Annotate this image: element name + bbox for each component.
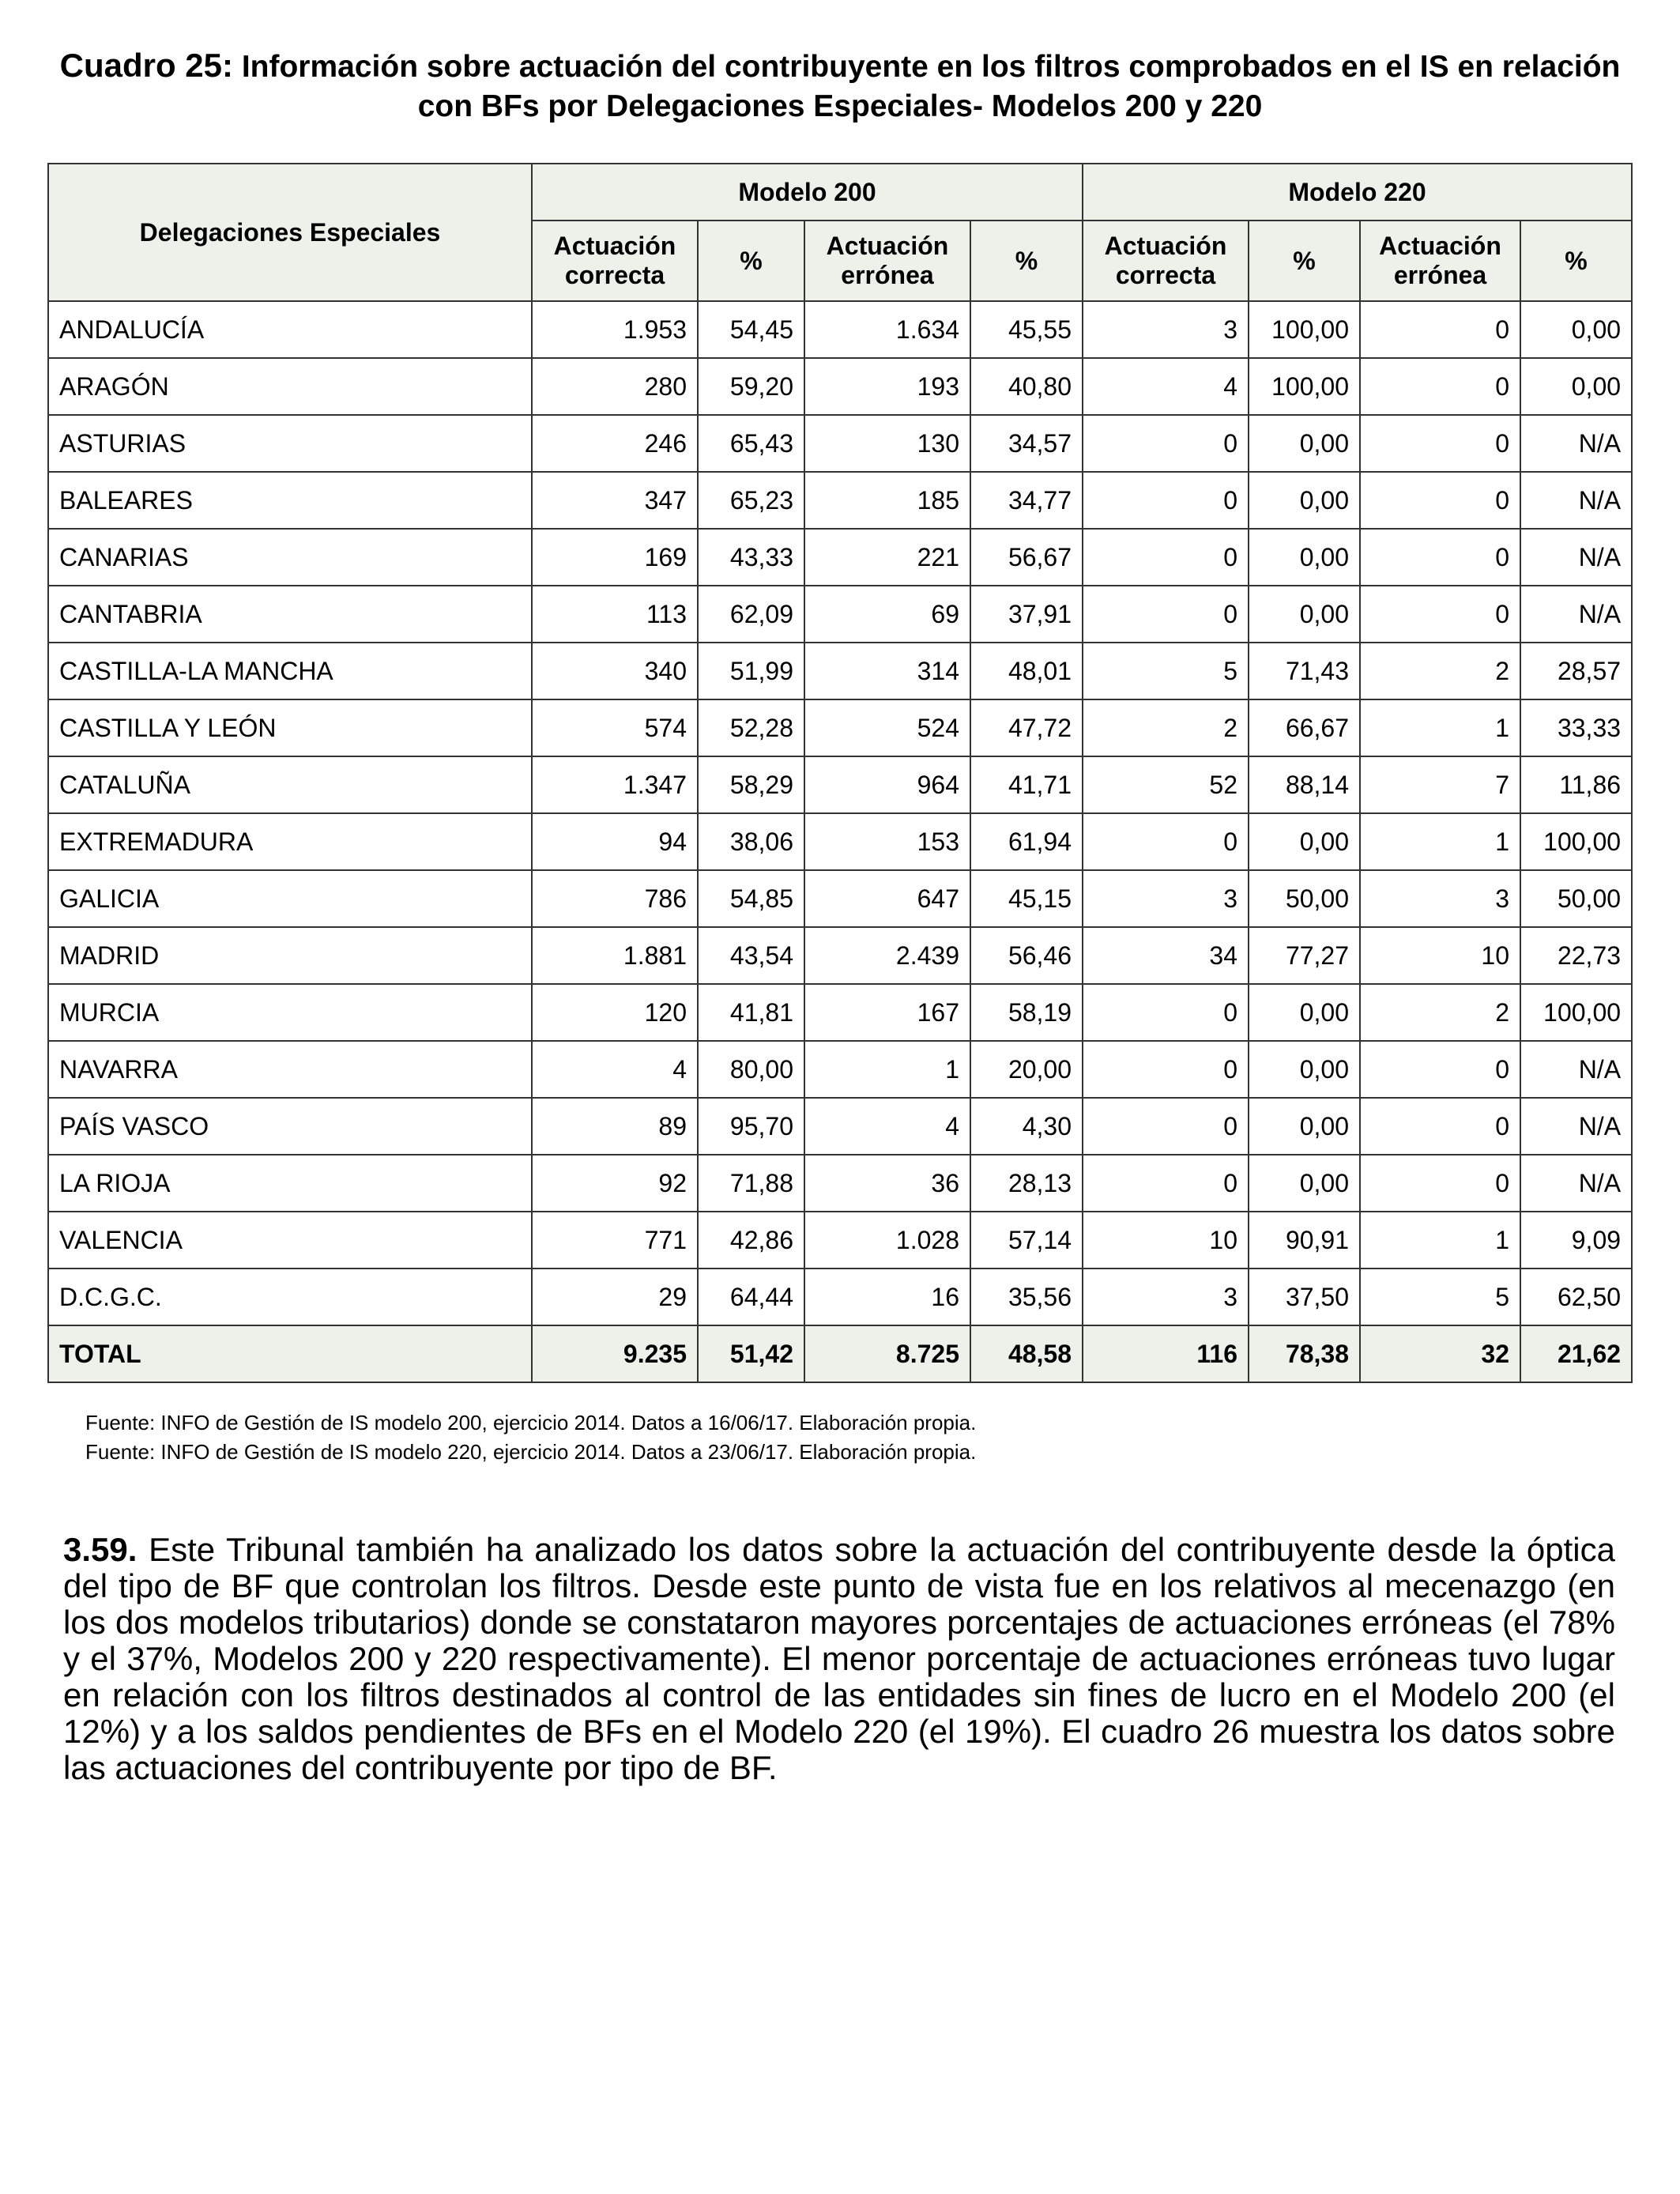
- table-cell: 36: [804, 1155, 970, 1212]
- table-cell: 0: [1360, 301, 1520, 358]
- delegacion-name: LA RIOJA: [48, 1155, 532, 1212]
- table-cell: 52: [1083, 756, 1249, 813]
- table-cell: 43,33: [698, 529, 804, 586]
- table-cell: 3: [1083, 301, 1249, 358]
- header-delegaciones: Delegaciones Especiales: [48, 164, 532, 301]
- table-cell: 0,00: [1249, 984, 1360, 1041]
- table-cell: 347: [532, 472, 698, 529]
- table-cell: 38,06: [698, 813, 804, 870]
- table-row: [48, 586, 1632, 643]
- table-cell: 4: [532, 1041, 698, 1098]
- table-cell: 42,86: [698, 1212, 804, 1269]
- table-cell: 0: [1360, 529, 1520, 586]
- table-cell: 62,50: [1520, 1269, 1632, 1325]
- table-cell: 153: [804, 813, 970, 870]
- table-row: [48, 870, 1632, 927]
- table-cell: 280: [532, 358, 698, 415]
- table-cell: 0,00: [1249, 415, 1360, 472]
- table-cell: 47,72: [970, 699, 1083, 756]
- table-cell: 0: [1083, 813, 1249, 870]
- table-cell: N/A: [1520, 586, 1632, 643]
- table-cell: 0,00: [1520, 301, 1632, 358]
- table-cell: 0: [1360, 415, 1520, 472]
- table-cell: 37,91: [970, 586, 1083, 643]
- table-cell: 185: [804, 472, 970, 529]
- delegacion-name: CASTILLA-LA MANCHA: [48, 643, 532, 699]
- table-cell: 0: [1083, 984, 1249, 1041]
- table-cell: 169: [532, 529, 698, 586]
- table-cell: N/A: [1520, 1155, 1632, 1212]
- table-cell: 1.881: [532, 927, 698, 984]
- table-cell: 771: [532, 1212, 698, 1269]
- delegacion-name: ANDALUCÍA: [48, 301, 532, 358]
- table-cell: 77,27: [1249, 927, 1360, 984]
- table-row: [48, 415, 1632, 472]
- table-cell: 0: [1083, 472, 1249, 529]
- table-cell: 3: [1360, 870, 1520, 927]
- table-cell: 1: [1360, 699, 1520, 756]
- table-cell: 0: [1360, 1041, 1520, 1098]
- table-cell: 71,88: [698, 1155, 804, 1212]
- table-cell: 48,01: [970, 643, 1083, 699]
- table-cell: 45,15: [970, 870, 1083, 927]
- table-cell: 16: [804, 1269, 970, 1325]
- table-cell: 54,85: [698, 870, 804, 927]
- table-cell: 0: [1083, 1098, 1249, 1155]
- table-cell: 0,00: [1249, 1098, 1360, 1155]
- table-cell: 89: [532, 1098, 698, 1155]
- table-cell: 58,29: [698, 756, 804, 813]
- table-cell: 64,44: [698, 1269, 804, 1325]
- table-cell: 0: [1360, 1098, 1520, 1155]
- table-cell: 5: [1083, 643, 1249, 699]
- table-cell: 9.235: [532, 1325, 698, 1382]
- table-cell: 0: [1083, 586, 1249, 643]
- table-cell: 0: [1360, 472, 1520, 529]
- table-cell: 58,19: [970, 984, 1083, 1041]
- table-cell: 221: [804, 529, 970, 586]
- table-cell: 35,56: [970, 1269, 1083, 1325]
- table-cell: 34: [1083, 927, 1249, 984]
- table-cell: 0,00: [1249, 1041, 1360, 1098]
- table-cell: 66,67: [1249, 699, 1360, 756]
- table-cell: 340: [532, 643, 698, 699]
- table-cell: 10: [1360, 927, 1520, 984]
- paragraph-text: Este Tribunal también ha analizado los datos sobre la actuación del contribuyente desde la óptica del tipo de BF que controlan los filtros. Desde este punto de vista fue en los relativos al mecenazgo (en los dos modelos tributarios) donde se constataron mayores porcentajes de actuaciones erróneas (el 78% y el 37%, Modelos 200 y 220 respectivamente). El menor porcentaje de actuaciones erróneas tuvo lugar en relación con los filtros destinados al control de las entidades sin fines de lucro en el Modelo 200 (el 12%) y a los saldos pendientes de BFs en el Modelo 220 (el 19%). El cuadro 26 muestra los datos sobre las actuaciones del contribuyente por tipo de BF.: [63, 1531, 1615, 1786]
- table-cell: 8.725: [804, 1325, 970, 1382]
- table-cell: 193: [804, 358, 970, 415]
- delegacion-name: D.C.G.C.: [48, 1269, 532, 1325]
- table-cell: 1.028: [804, 1212, 970, 1269]
- table-cell: 50,00: [1249, 870, 1360, 927]
- delegacion-name: GALICIA: [48, 870, 532, 927]
- delegacion-name: MADRID: [48, 927, 532, 984]
- table-cell: 40,80: [970, 358, 1083, 415]
- table-cell: 100,00: [1249, 358, 1360, 415]
- table-caption: [47, 46, 1633, 126]
- caption-text: Información sobre actuación del contribuyente en los filtros comprobados en el IS en relación con BFs por Delegaciones Especiales- Modelos 200 y 220: [233, 50, 1621, 123]
- table-body: [48, 301, 1632, 1382]
- table-cell: 45,55: [970, 301, 1083, 358]
- data-table: [47, 163, 1633, 1383]
- table-cell: 647: [804, 870, 970, 927]
- table-cell: 7: [1360, 756, 1520, 813]
- delegacion-name: VALENCIA: [48, 1212, 532, 1269]
- subheader-m220-correcta: Actuación correcta: [1083, 221, 1249, 301]
- table-cell: 65,43: [698, 415, 804, 472]
- table-cell: 1: [1360, 813, 1520, 870]
- table-cell: 4: [1083, 358, 1249, 415]
- table-cell: 0: [1083, 529, 1249, 586]
- table-cell: 5: [1360, 1269, 1520, 1325]
- table-cell: 62,09: [698, 586, 804, 643]
- table-cell: 43,54: [698, 927, 804, 984]
- table-cell: 59,20: [698, 358, 804, 415]
- table-cell: 65,23: [698, 472, 804, 529]
- table-row: [48, 529, 1632, 586]
- table-cell: 80,00: [698, 1041, 804, 1098]
- table-cell: 786: [532, 870, 698, 927]
- delegacion-name: PAÍS VASCO: [48, 1098, 532, 1155]
- header-modelo-220: Modelo 220: [1083, 164, 1632, 221]
- table-cell: 92: [532, 1155, 698, 1212]
- table-cell: 88,14: [1249, 756, 1360, 813]
- table-cell: 78,38: [1249, 1325, 1360, 1382]
- table-cell: 4: [804, 1098, 970, 1155]
- source-note-modelo-220: Fuente: INFO de Gestión de IS modelo 220, ejercicio 2014. Datos a 23/06/17. Elaboración propia.: [85, 1440, 977, 1464]
- table-cell: 29: [532, 1269, 698, 1325]
- table-row: [48, 643, 1632, 699]
- table-cell: 71,43: [1249, 643, 1360, 699]
- subheader-m200-pct-erronea: %: [970, 221, 1083, 301]
- table-cell: 0,00: [1249, 586, 1360, 643]
- table-cell: 20,00: [970, 1041, 1083, 1098]
- table-cell: 34,77: [970, 472, 1083, 529]
- table-cell: 3: [1083, 1269, 1249, 1325]
- table-cell: 37,50: [1249, 1269, 1360, 1325]
- table-row: [48, 699, 1632, 756]
- table-cell: 94: [532, 813, 698, 870]
- table-row: [48, 1041, 1632, 1098]
- table-cell: 61,94: [970, 813, 1083, 870]
- table-cell: 22,73: [1520, 927, 1632, 984]
- body-paragraph: [63, 1532, 1615, 1786]
- delegacion-name: MURCIA: [48, 984, 532, 1041]
- table-cell: 0: [1083, 415, 1249, 472]
- table-cell: 1.953: [532, 301, 698, 358]
- delegacion-name: ASTURIAS: [48, 415, 532, 472]
- table-row: [48, 813, 1632, 870]
- table-cell: 28,57: [1520, 643, 1632, 699]
- table-cell: 56,46: [970, 927, 1083, 984]
- table-cell: 90,91: [1249, 1212, 1360, 1269]
- table-cell: 4,30: [970, 1098, 1083, 1155]
- table-cell: 0: [1360, 1155, 1520, 1212]
- delegacion-name: NAVARRA: [48, 1041, 532, 1098]
- table-cell: 574: [532, 699, 698, 756]
- subheader-m200-correcta: Actuación correcta: [532, 221, 698, 301]
- table-cell: 51,99: [698, 643, 804, 699]
- table-cell: 21,62: [1520, 1325, 1632, 1382]
- table-row: [48, 358, 1632, 415]
- source-note-modelo-200: Fuente: INFO de Gestión de IS modelo 200, ejercicio 2014. Datos a 16/06/17. Elaboración propia.: [85, 1411, 977, 1434]
- table-cell: 130: [804, 415, 970, 472]
- table-cell: 0,00: [1249, 813, 1360, 870]
- table-cell: 0: [1083, 1041, 1249, 1098]
- table-cell: 2: [1360, 984, 1520, 1041]
- table-cell: 167: [804, 984, 970, 1041]
- table-cell: 1.634: [804, 301, 970, 358]
- table-cell: 1: [1360, 1212, 1520, 1269]
- table-cell: 314: [804, 643, 970, 699]
- table-cell: 116: [1083, 1325, 1249, 1382]
- table-cell: 11,86: [1520, 756, 1632, 813]
- table-cell: 1.347: [532, 756, 698, 813]
- paragraph-number: 3.59.: [63, 1531, 137, 1568]
- table-cell: 0,00: [1520, 358, 1632, 415]
- delegacion-name: ARAGÓN: [48, 358, 532, 415]
- table-cell: 100,00: [1520, 813, 1632, 870]
- table-cell: N/A: [1520, 1098, 1632, 1155]
- table-total-row: [48, 1325, 1632, 1382]
- table-row: [48, 927, 1632, 984]
- subheader-m200-erronea: Actuación errónea: [804, 221, 970, 301]
- table-cell: 1: [804, 1041, 970, 1098]
- table-cell: 41,81: [698, 984, 804, 1041]
- table-cell: 2: [1360, 643, 1520, 699]
- subheader-m220-pct-erronea: %: [1520, 221, 1632, 301]
- table-cell: 10: [1083, 1212, 1249, 1269]
- table-row: [48, 472, 1632, 529]
- table-cell: 113: [532, 586, 698, 643]
- table-cell: 964: [804, 756, 970, 813]
- delegacion-name: EXTREMADURA: [48, 813, 532, 870]
- table-cell: 57,14: [970, 1212, 1083, 1269]
- delegacion-name: CANTABRIA: [48, 586, 532, 643]
- subheader-m200-pct-correcta: %: [698, 221, 804, 301]
- table-cell: N/A: [1520, 529, 1632, 586]
- table-row: [48, 984, 1632, 1041]
- table-cell: 52,28: [698, 699, 804, 756]
- table-cell: 3: [1083, 870, 1249, 927]
- subheader-m220-erronea: Actuación errónea: [1360, 221, 1520, 301]
- table-cell: 2: [1083, 699, 1249, 756]
- table-cell: N/A: [1520, 472, 1632, 529]
- table-row: [48, 1269, 1632, 1325]
- table-cell: 0,00: [1249, 1155, 1360, 1212]
- table-cell: 54,45: [698, 301, 804, 358]
- table-cell: 0: [1360, 358, 1520, 415]
- table-cell: 48,58: [970, 1325, 1083, 1382]
- table-cell: 41,71: [970, 756, 1083, 813]
- table-cell: 120: [532, 984, 698, 1041]
- table-cell: 50,00: [1520, 870, 1632, 927]
- delegacion-name: CASTILLA Y LEÓN: [48, 699, 532, 756]
- table-cell: 524: [804, 699, 970, 756]
- table-cell: 51,42: [698, 1325, 804, 1382]
- total-label: TOTAL: [48, 1325, 532, 1382]
- table-cell: 95,70: [698, 1098, 804, 1155]
- delegacion-name: CANARIAS: [48, 529, 532, 586]
- table-cell: 33,33: [1520, 699, 1632, 756]
- table-cell: 246: [532, 415, 698, 472]
- table-cell: 0,00: [1249, 472, 1360, 529]
- subheader-m220-pct-correcta: %: [1249, 221, 1360, 301]
- table-cell: 69: [804, 586, 970, 643]
- header-modelo-200: Modelo 200: [532, 164, 1083, 221]
- delegacion-name: CATALUÑA: [48, 756, 532, 813]
- table-cell: 0: [1360, 586, 1520, 643]
- table-row: [48, 1212, 1632, 1269]
- table-cell: 100,00: [1249, 301, 1360, 358]
- table-row: [48, 301, 1632, 358]
- table-cell: 28,13: [970, 1155, 1083, 1212]
- caption-number: Cuadro 25:: [59, 47, 233, 84]
- table-cell: 100,00: [1520, 984, 1632, 1041]
- table-row: [48, 1098, 1632, 1155]
- delegacion-name: BALEARES: [48, 472, 532, 529]
- table-cell: 34,57: [970, 415, 1083, 472]
- table-cell: 2.439: [804, 927, 970, 984]
- table-cell: 9,09: [1520, 1212, 1632, 1269]
- table-cell: N/A: [1520, 1041, 1632, 1098]
- table-cell: N/A: [1520, 415, 1632, 472]
- table-cell: 0,00: [1249, 529, 1360, 586]
- table-cell: 0: [1083, 1155, 1249, 1212]
- table-cell: 56,67: [970, 529, 1083, 586]
- table-row: [48, 756, 1632, 813]
- sources: [85, 1408, 976, 1467]
- table-row: [48, 1155, 1632, 1212]
- table-cell: 32: [1360, 1325, 1520, 1382]
